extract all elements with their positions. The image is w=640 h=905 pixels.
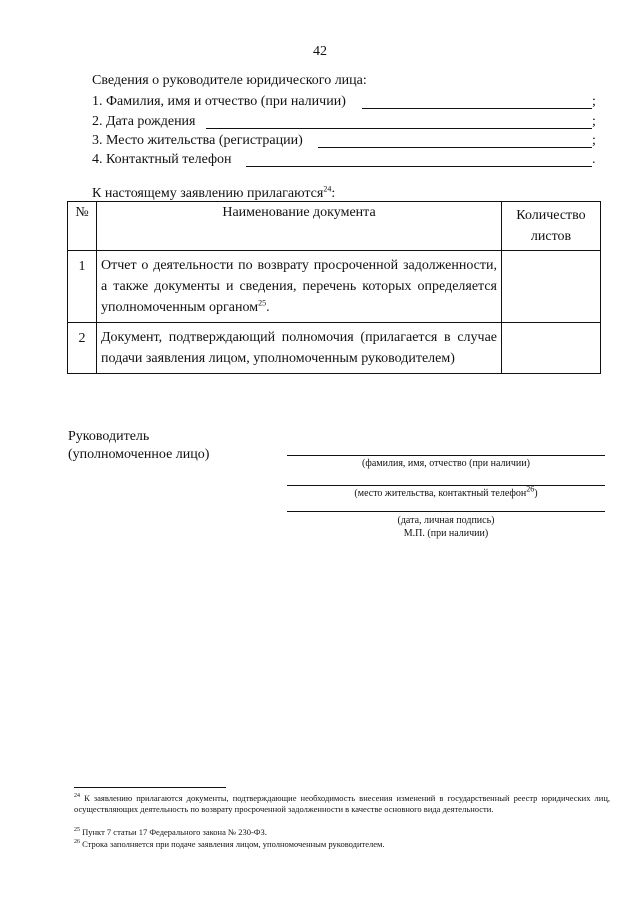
footnote-ref: 24 <box>323 184 332 194</box>
page-number: 42 <box>313 44 327 59</box>
section-heading: Сведения о руководителе юридического лица: <box>92 73 367 88</box>
footnote-text: Пункт 7 статьи 17 Федерального закона № 230-ФЗ. <box>82 827 267 837</box>
column-header-document: Наименование документа <box>97 202 502 251</box>
column-header-sheets: Количество листов <box>502 202 601 251</box>
column-header-number: № <box>68 202 97 251</box>
signature-line-date[interactable] <box>287 511 605 512</box>
document-text: Отчет о деятельности по возврату просроченной задолженности, а также документы и сведения, перечень которых определяется уполномоченным органом <box>101 258 497 315</box>
fill-line[interactable] <box>246 166 592 167</box>
attachments-table <box>67 201 601 374</box>
document-name <box>97 323 502 374</box>
field-label: 4. Контактный телефон <box>92 152 232 167</box>
sheet-count-cell[interactable] <box>502 323 601 374</box>
footnote-number: 26 <box>74 839 80 846</box>
document-name <box>97 251 502 323</box>
fill-line[interactable] <box>362 108 592 109</box>
footnote-rule <box>74 787 226 788</box>
row-number: 1 <box>68 251 97 323</box>
field-label: 1. Фамилия, имя и отчество (при наличии) <box>92 94 346 109</box>
fill-line[interactable] <box>206 128 592 129</box>
footnote-24 <box>74 793 610 815</box>
document-text: Документ, подтверждающий полномочия (прилагается в случае подачи заявления лицом, уполномоченным руководителем) <box>101 330 497 366</box>
signature-line-name[interactable] <box>287 455 605 456</box>
field-end: ; <box>592 94 596 109</box>
field-full-name <box>92 94 598 110</box>
caption-end: ) <box>534 488 538 499</box>
fill-line[interactable] <box>318 147 592 148</box>
caption-residence <box>287 484 605 499</box>
footnote-25 <box>74 827 610 838</box>
attachments-intro-end: : <box>331 186 336 201</box>
caption-date-signature: (дата, личная подпись) <box>397 515 495 526</box>
signer-title: Руководитель <box>68 429 150 444</box>
row-number: 2 <box>68 323 97 374</box>
caption-name: (фамилия, имя, отчество (при наличии) <box>362 458 530 469</box>
table-row <box>68 323 601 374</box>
footnote-number: 25 <box>74 827 80 834</box>
field-birth-date <box>92 114 598 130</box>
field-residence <box>92 133 598 149</box>
attachments-intro <box>92 186 335 202</box>
field-phone <box>92 152 598 168</box>
field-label: 2. Дата рождения <box>92 114 196 129</box>
field-end: ; <box>592 114 596 129</box>
attachments-intro-text: К настоящему заявлению прилагаются <box>92 186 324 201</box>
document-end: . <box>266 300 270 315</box>
footnote-26 <box>74 839 610 850</box>
footnote-text: К заявлению прилагаются документы, подтверждающие необходимость внесения изменений в государственный реестр юридических лиц, осуществляющих деятельность по возврату просроченной задолженности в качестве основного вида деятельности. <box>74 793 610 814</box>
table-header-row <box>68 202 601 251</box>
field-end: ; <box>592 133 596 148</box>
field-label: 3. Место жительства (регистрации) <box>92 133 303 148</box>
footnote-ref: 26 <box>526 484 535 494</box>
stamp-caption: М.П. (при наличии) <box>403 528 489 539</box>
signature-line-residence[interactable] <box>287 485 605 486</box>
footnote-ref: 25 <box>258 298 267 308</box>
signer-subtitle: (уполномоченное лицо) <box>68 447 210 462</box>
sheet-count-cell[interactable] <box>502 251 601 323</box>
table-row <box>68 251 601 323</box>
footnote-number: 24 <box>74 793 80 800</box>
caption-text: (место жительства, контактный телефон <box>354 488 527 499</box>
footnote-text: Строка заполняется при подаче заявления лицом, уполномоченным руководителем. <box>82 839 385 849</box>
field-end: . <box>592 152 596 167</box>
